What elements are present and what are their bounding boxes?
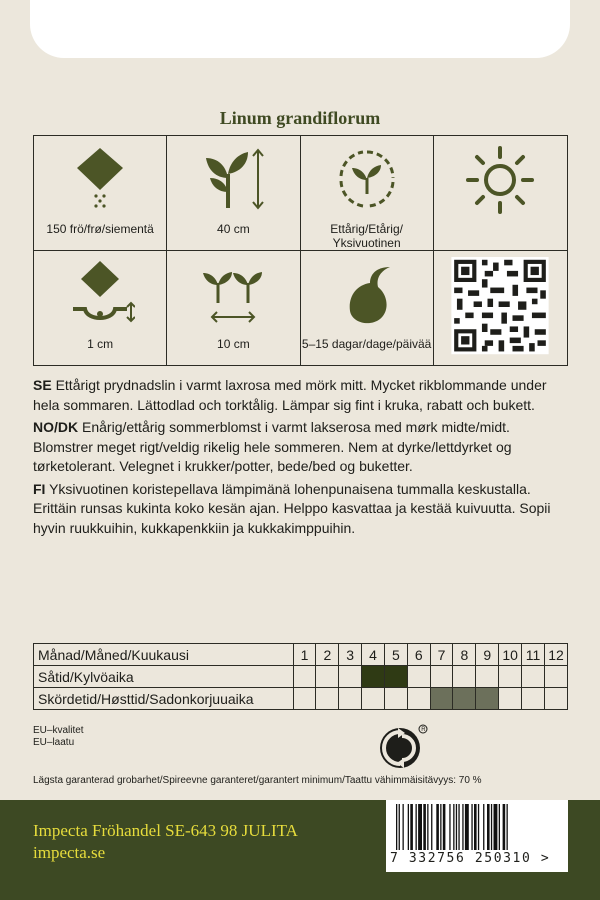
plant-spacing-cell: [167, 251, 300, 365]
barcode-bar: [436, 804, 439, 850]
month-header-9: 9: [476, 644, 499, 666]
qr-code-icon[interactable]: [450, 257, 550, 357]
month-cell-10: [499, 688, 522, 710]
company-address: Impecta Fröhandel SE-643 98 JULITA: [33, 821, 298, 840]
sowing-calendar: [33, 643, 568, 710]
description: [33, 376, 573, 541]
barcode-number: [390, 851, 550, 866]
month-cell-12: [545, 666, 568, 688]
lifecycle-label: Ettårig/Etårig/ Yksivuotinen: [330, 222, 403, 250]
lifecycle-cell: [301, 136, 434, 251]
calendar-header-label: Månad/Måned/Kuukausi: [34, 644, 294, 666]
month-header-4: 4: [362, 644, 385, 666]
month-header-5: 5: [384, 644, 407, 666]
barcode-bar: [431, 804, 432, 850]
description-nodk: [33, 418, 573, 477]
sowing-depth-cell: [34, 251, 167, 365]
month-header-7: 7: [430, 644, 453, 666]
sun-cell: [434, 136, 567, 251]
plant-spacing-label: 10 cm: [217, 337, 250, 351]
barcode-bar: [443, 804, 446, 850]
month-header-12: 12: [545, 644, 568, 666]
description-se-text: Ettårigt prydnadslin i varmt laxrosa med mörk mitt. Mycket rikblommande under hela sommaren. Lättodlad och torktålig. Lämpar sig fint i kruka, rabatt och bukett.: [33, 377, 547, 413]
barcode-bar: [396, 804, 397, 850]
barcode-bar: [462, 804, 463, 850]
seed-count-label: 150 frö/frø/siementä: [46, 222, 154, 236]
sun-icon: [465, 144, 535, 216]
plant-height-icon: [198, 144, 268, 216]
description-nodk-text: Enårig/ettårig sommerblomst i varmt lakserosa med mørk midte/midt. Blomstrer meget rigt/veldig rikelig hele sommeren. Nem at dyrke/lettdyrket og tørketolerant. Velegnet i krukker/potter, bede/bed og buketter.: [33, 419, 512, 474]
icon-grid: [33, 135, 568, 366]
month-cell-8: [453, 688, 476, 710]
sowing-depth-label: 1 cm: [87, 337, 114, 351]
barcode-bar: [471, 804, 472, 850]
barcode-bar: [453, 804, 454, 850]
green-dot-recycling-icon: [378, 722, 428, 772]
lang-code-se: SE: [33, 377, 52, 393]
month-cell-1: [293, 666, 316, 688]
barcode-marker: >: [540, 851, 551, 866]
plant-height-label: 40 cm: [217, 222, 250, 236]
month-cell-6: [407, 666, 430, 688]
barcode-bar: [403, 804, 404, 850]
month-cell-3: [339, 666, 362, 688]
barcode-bar: [491, 804, 492, 850]
barcode-bar: [483, 804, 484, 850]
calendar-row-label: Såtid/Kylvöaika: [34, 666, 294, 688]
seed-count-cell: [34, 136, 167, 251]
month-header-3: 3: [339, 644, 362, 666]
month-header-1: 1: [293, 644, 316, 666]
calendar-header-row: [34, 644, 568, 666]
germination-guarantee: Lägsta garanterad grobarhet/Spireevne garanteret/garantert minimum/Taattu vähimmäisitävyys: 70 %: [33, 775, 482, 786]
barcode-bar: [449, 804, 450, 850]
barcode-bar: [507, 804, 508, 850]
month-header-11: 11: [522, 644, 545, 666]
month-cell-2: [316, 688, 339, 710]
month-cell-7: [430, 688, 453, 710]
month-cell-10: [499, 666, 522, 688]
plant-spacing-icon: [198, 259, 268, 331]
month-cell-12: [545, 688, 568, 710]
calendar-row-harvest: [34, 688, 568, 710]
month-cell-11: [522, 688, 545, 710]
lifecycle-icon: [332, 144, 402, 216]
barcode-bar: [423, 804, 426, 850]
germination-label: 5–15 dagar/dage/päivää: [301, 337, 432, 351]
month-cell-11: [522, 666, 545, 688]
barcode-bar: [465, 804, 469, 850]
barcode-bar: [474, 804, 477, 850]
month-cell-5: [384, 666, 407, 688]
month-cell-4: [362, 688, 385, 710]
sowing-depth-icon: [65, 259, 135, 331]
description-fi-text: Yksivuotinen koristepellava lämpimänä lohenpunaisena tummalla keskustalla. Erittäin runsas kukinta koko kesän ajan. Helppo kasvattaa ja kestää kuivuutta. Sopii hyvin ruukkuihin, kukkapenkkiin ja kukkakimppuihin.: [33, 480, 551, 536]
month-cell-9: [476, 688, 499, 710]
month-cell-7: [430, 666, 453, 688]
calendar-row-sow: [34, 666, 568, 688]
seed-count-icon: [65, 144, 135, 216]
month-cell-6: [407, 688, 430, 710]
barcode-bar: [487, 804, 490, 850]
hang-tab-cutout: [30, 0, 570, 58]
barcode-digits: 7 332756 250310: [390, 851, 532, 866]
plant-height-cell: [167, 136, 300, 251]
eu-quality-se: EU–kvalitet: [33, 725, 84, 736]
germination-cell: [301, 251, 434, 365]
barcode-bar: [503, 804, 506, 850]
qr-code-cell: [434, 251, 567, 365]
barcode-bar: [408, 804, 409, 850]
barcode: [386, 800, 568, 872]
month-cell-1: [293, 688, 316, 710]
calendar-row-label: Skördetid/Høsttid/Sadonkorjuuaika: [34, 688, 294, 710]
barcode-bar: [494, 804, 498, 850]
barcode-bar: [416, 804, 417, 850]
eu-quality-fi: EU–laatu: [33, 737, 75, 748]
barcode-bar: [440, 804, 441, 850]
barcode-bar: [427, 804, 428, 850]
lang-code-nodk: NO/DK: [33, 419, 79, 435]
barcode-bar: [418, 804, 422, 850]
description-se: [33, 376, 573, 415]
month-header-2: 2: [316, 644, 339, 666]
barcode-bar: [478, 804, 479, 850]
barcode-bar: [399, 804, 400, 850]
barcode-bar: [499, 804, 500, 850]
description-fi: [33, 480, 573, 539]
lang-code-fi: FI: [33, 480, 46, 497]
month-header-6: 6: [407, 644, 430, 666]
barcode-bar: [458, 804, 459, 850]
eu-quality: [33, 725, 84, 749]
month-cell-9: [476, 666, 499, 688]
month-header-10: 10: [499, 644, 522, 666]
month-cell-3: [339, 688, 362, 710]
month-cell-4: [362, 666, 385, 688]
species-title: Linum grandiflorum: [219, 108, 381, 128]
month-cell-2: [316, 666, 339, 688]
germination-icon: [332, 259, 402, 331]
month-cell-8: [453, 666, 476, 688]
barcode-bars: [394, 804, 560, 852]
barcode-bar: [410, 804, 413, 850]
svg-text:R: R: [421, 727, 426, 733]
barcode-bar: [456, 804, 457, 850]
company-website[interactable]: impecta.se: [33, 843, 106, 862]
month-cell-5: [384, 688, 407, 710]
month-header-8: 8: [453, 644, 476, 666]
